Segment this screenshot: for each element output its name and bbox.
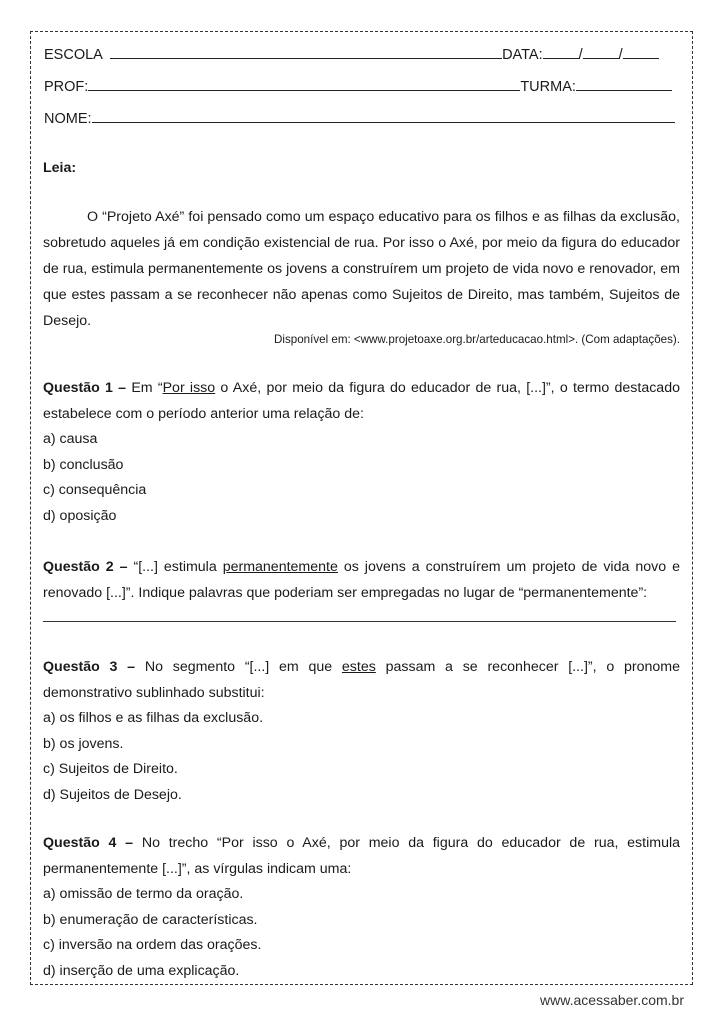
reading-source: Disponível em: <www.projetoaxe.org.br/arteducacao.html>. (Com adaptações). [274,333,680,346]
question-label: Questão 3 – [43,659,136,675]
option-d[interactable]: d) Sujeitos de Desejo. [43,786,182,803]
nome-field[interactable] [92,108,675,123]
option-a[interactable]: a) causa [43,431,98,447]
underlined-term: Por isso [162,380,216,396]
nome-label: NOME: [44,111,92,127]
prof-field[interactable] [88,76,520,91]
escola-field[interactable] [110,44,502,59]
question-text: o Axé, por meio da figura do educador de rua, [...]”, o termo destacado estabelece com o período anterior uma relação de: [43,380,680,422]
question-text: passam a se reconhecer [...]”, o pronome demonstrativo sublinhado substitui: [43,659,680,701]
underlined-term: estes [341,659,376,675]
option-b[interactable]: b) enumeração de características. [43,911,258,928]
date-day-field[interactable] [543,44,579,59]
option-c[interactable]: c) Sujeitos de Direito. [43,761,178,777]
question-label: Questão 1 – [43,380,127,396]
underlined-term: permanentemente [222,559,338,575]
question-text: “[...] estimula [133,559,223,575]
question-text: No segmento “[...] em que [144,659,342,675]
turma-label: TURMA: [520,79,576,95]
footer-website: www.acessaber.com.br [540,992,684,1008]
question-text: Em “ [131,380,163,396]
question-text: os jovens a construírem um projeto de vida novo e renovado [...]”. Indique palavras que poderiam ser empregadas no lugar de “permanentemente”: [43,559,680,601]
reading-text: O “Projeto Axé” foi pensado como um espaço educativo para os filhos e as filhas da exclusão, sobretudo aqueles já em condição existencial de rua. Por isso o Axé, por meio da figura do educador de rua, estimula permanentemente os jovens a construírem um projeto de vida novo e renovador, em que estes passam a se reconhecer não apenas como Sujeitos de Direito, mas também, Sujeitos de Desejo. [43,209,680,329]
date-year-field[interactable] [623,44,659,59]
option-b[interactable]: b) conclusão [43,456,124,473]
option-c[interactable]: c) consequência [43,482,147,498]
answer-line[interactable] [43,621,676,622]
option-d[interactable]: d) oposição [43,507,117,524]
reading-instruction: Leia: [43,160,77,176]
prof-label: PROF: [44,79,89,95]
option-b[interactable]: b) os jovens. [43,735,124,752]
question-label: Questão 4 – [43,835,134,851]
option-d[interactable]: d) inserção de uma explicação. [43,962,240,979]
turma-field[interactable] [576,76,672,91]
option-c[interactable]: c) inversão na ordem das orações. [43,937,262,953]
nome-row [44,108,675,127]
escola-row [44,44,659,63]
question-3 [43,655,680,808]
date-separator: / [618,47,623,63]
question-2 [43,555,680,606]
question-text: No trecho “Por isso o Axé, por meio da figura do educador de rua, estimula permanentemente [...]”, as vírgulas indicam uma: [43,835,680,877]
option-a[interactable]: a) omissão de termo da oração. [43,886,244,902]
question-1 [43,376,680,529]
date-separator: / [578,47,583,63]
escola-label: ESCOLA [44,47,103,63]
question-4 [43,831,680,984]
option-a[interactable]: a) os filhos e as filhas da exclusão. [43,710,264,726]
data-label: DATA: [502,47,543,63]
question-label: Questão 2 – [43,559,128,575]
date-month-field[interactable] [583,44,619,59]
prof-row [44,76,672,95]
